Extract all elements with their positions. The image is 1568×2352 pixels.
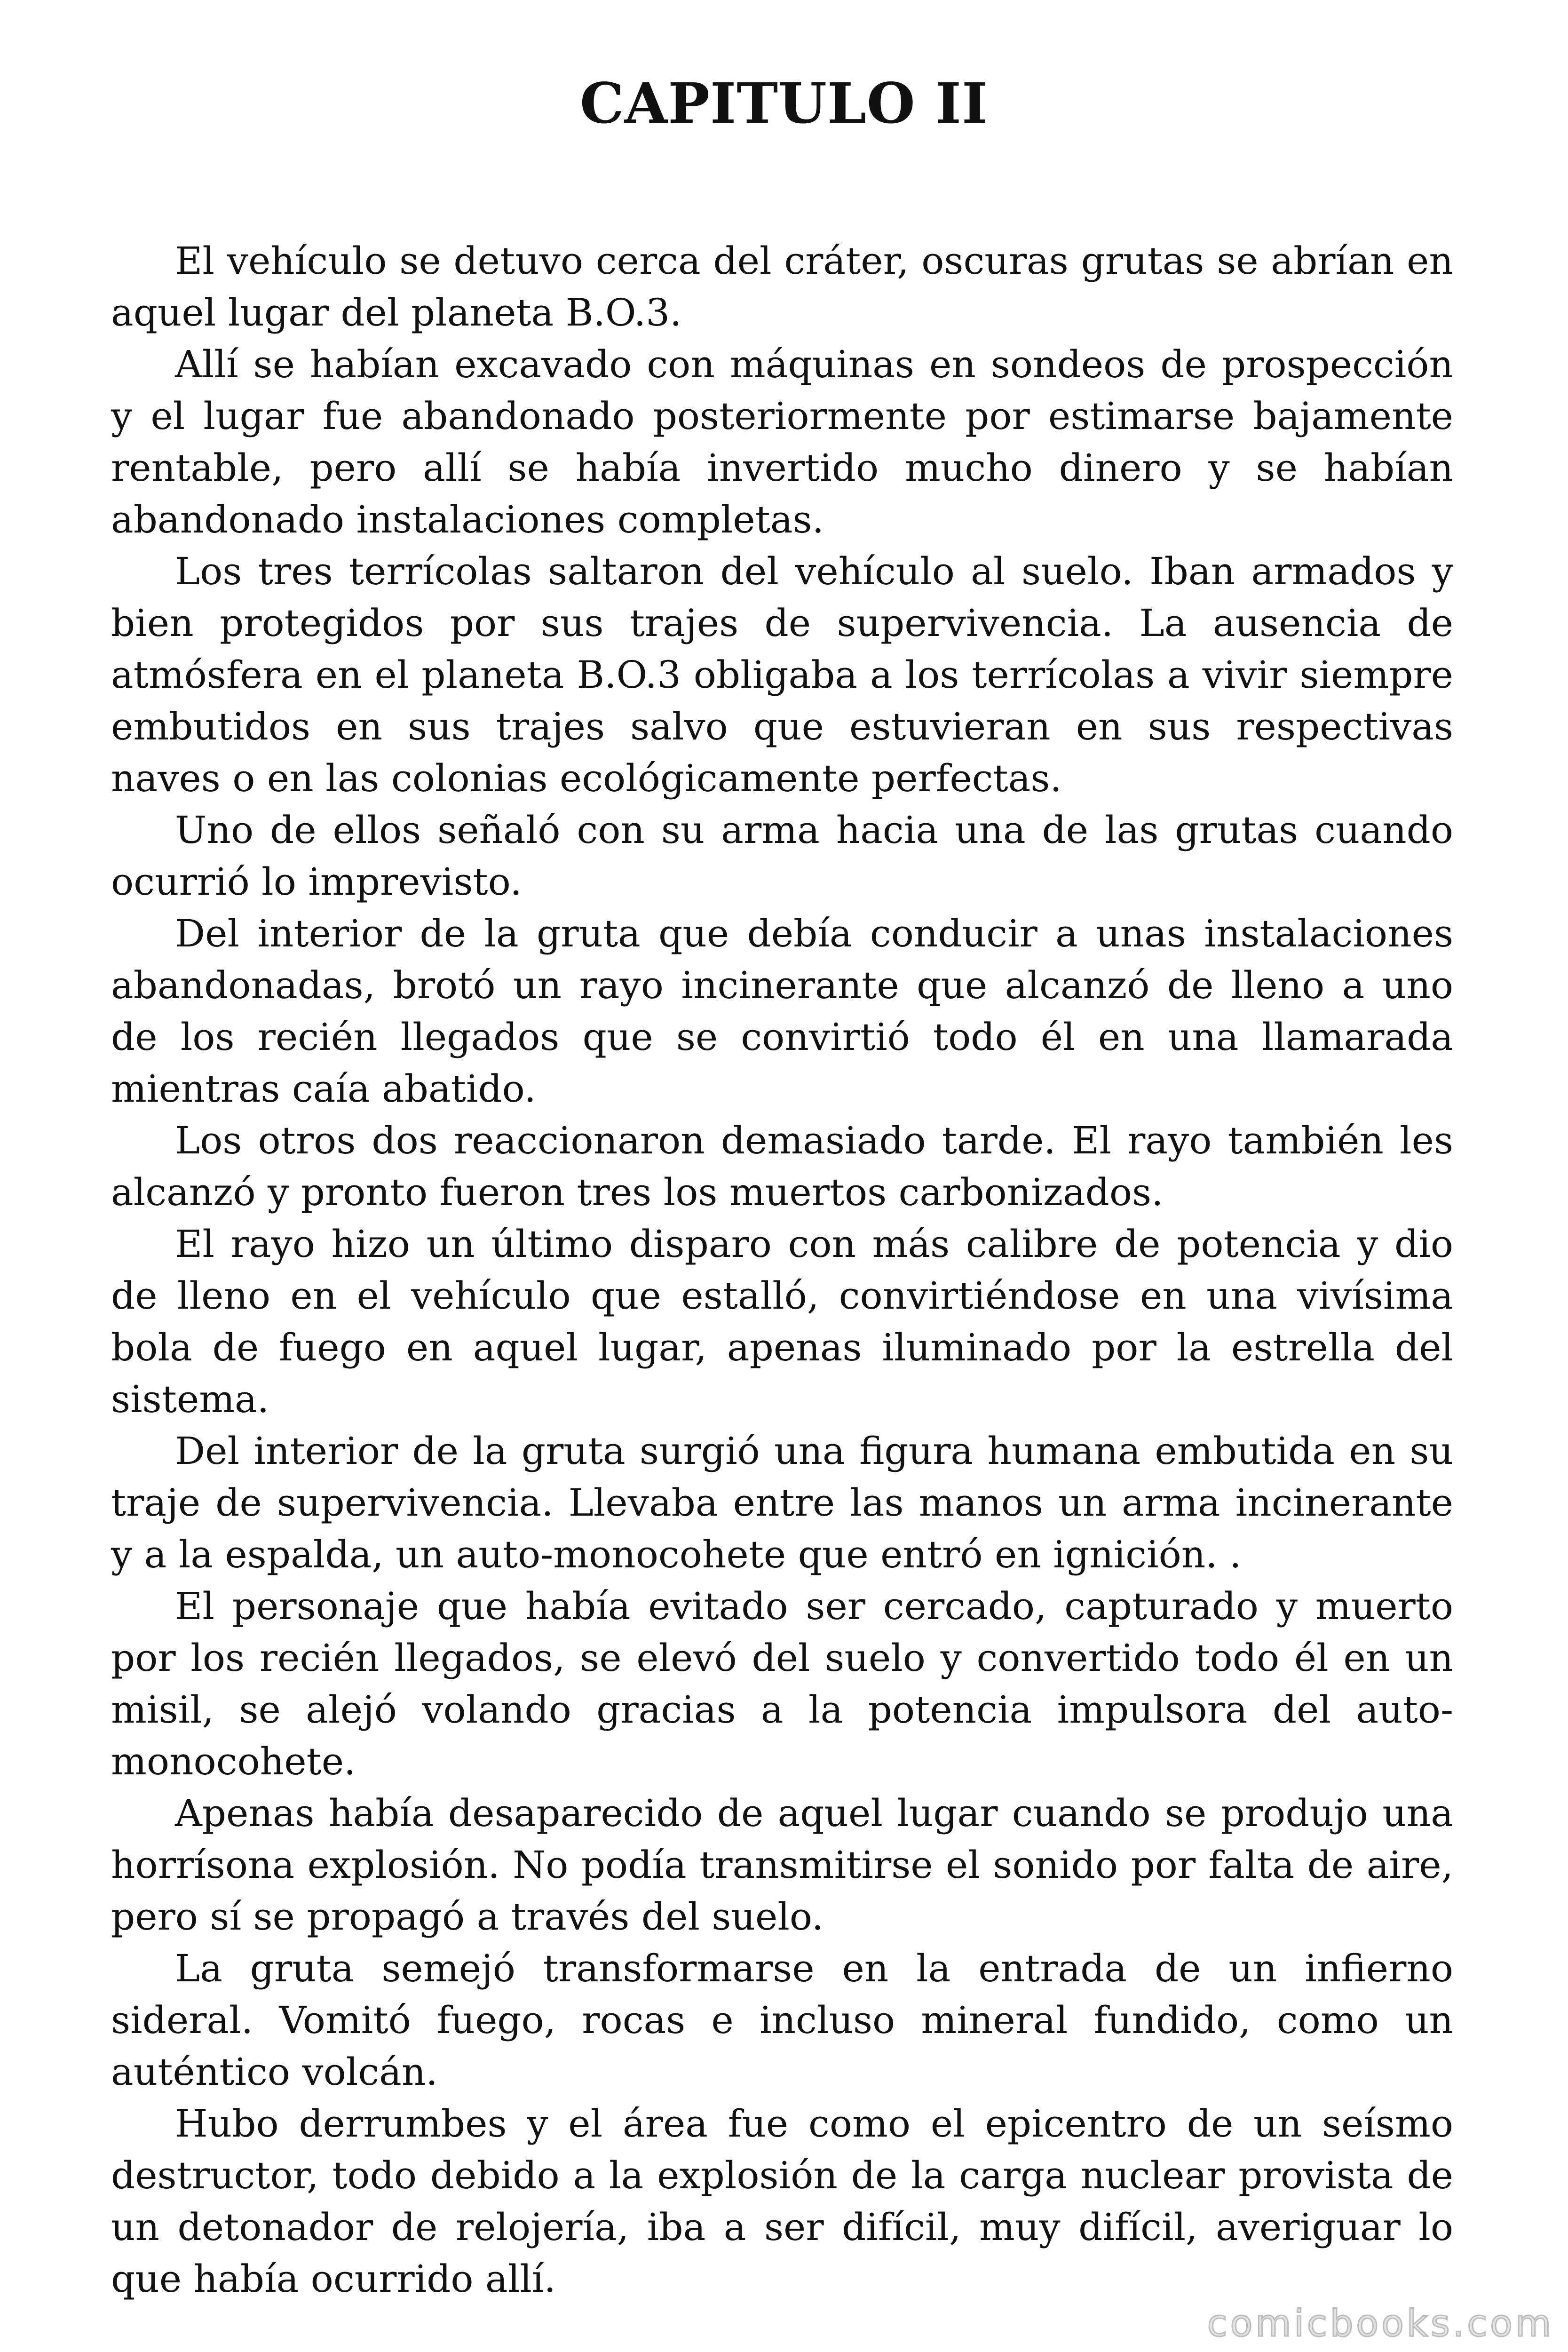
paragraph: Del interior de la gruta que debía conducir a unas instalaciones abandonadas, brotó un rayo incinerante que alcanzó de lleno a uno de los recién llegados que se convirtió todo él en una llamarada mientras caía abatido. <box>111 912 1453 1111</box>
chapter-title: CAPITULO II <box>579 71 989 136</box>
paragraph: La gruta semejó transformarse en la entrada de un infierno sideral. Vomitó fuego, rocas e incluso mineral fundido, como un auténtico volcán. <box>111 1947 1453 2094</box>
paragraph: El rayo hizo un último disparo con más calibre de potencia y dio de lleno en el vehículo que estalló, convirtiéndose en una vivísima bola de fuego en aquel lugar, apenas iluminado por la estrella del sistema. <box>111 1222 1453 1421</box>
paragraph: Allí se habían excavado con máquinas en sondeos de prospección y el lugar fue abandonado posteriormente por estimarse bajamente rentable, pero allí se había invertido mucho dinero y se habían abandonado instalaciones completas. <box>111 342 1453 541</box>
paragraph: Los otros dos reaccionaron demasiado tarde. El rayo también les alcanzó y pronto fueron tres los muertos carbonizados. <box>111 1119 1453 1214</box>
paragraph: Los tres terrícolas saltaron del vehículo al suelo. Iban armados y bien protegidos por sus trajes de supervivencia. La ausencia de atmósfera en el planeta B.O.3 obligaba a los terrícolas a vivir siempre embutidos en sus trajes salvo que estuvieran en sus respectivas naves o en las colonias ecológicamente perfectas. <box>111 549 1453 800</box>
paragraph: El personaje que había evitado ser cercado, capturado y muerto por los recién llegados, se elevó del suelo y convertido todo él en un misil, se alejó volando gracias a la potencia impulsora del auto-monocohete. <box>111 1584 1453 1783</box>
paragraph: Del interior de la gruta surgió una figura humana embutida en su traje de supervivencia. Llevaba entre las manos un arma incinerante y a la espalda, un auto-monocohete que entró en ignición. . <box>111 1429 1453 1576</box>
paragraph: Uno de ellos señaló con su arma hacia una de las grutas cuando ocurrió lo imprevisto. <box>111 808 1453 904</box>
paragraph: Apenas había desaparecido de aquel lugar cuando se produjo una horrísona explosión. No podía transmitirse el sonido por falta de aire, pero sí se propagó a través del suelo. <box>111 1791 1453 1939</box>
watermark: comicbooks.com <box>1207 2303 1554 2345</box>
chapter-body <box>111 235 1453 2305</box>
paragraph: Hubo derrumbes y el área fue como el epicentro de un seísmo destructor, todo debido a la explosión de la carga nuclear provista de un detonador de relojería, iba a ser difícil, muy difícil, averiguar lo que había ocurrido allí. <box>111 2102 1453 2301</box>
paragraph: El vehículo se detuvo cerca del cráter, oscuras grutas se abrían en aquel lugar del planeta B.O.3. <box>111 239 1453 334</box>
